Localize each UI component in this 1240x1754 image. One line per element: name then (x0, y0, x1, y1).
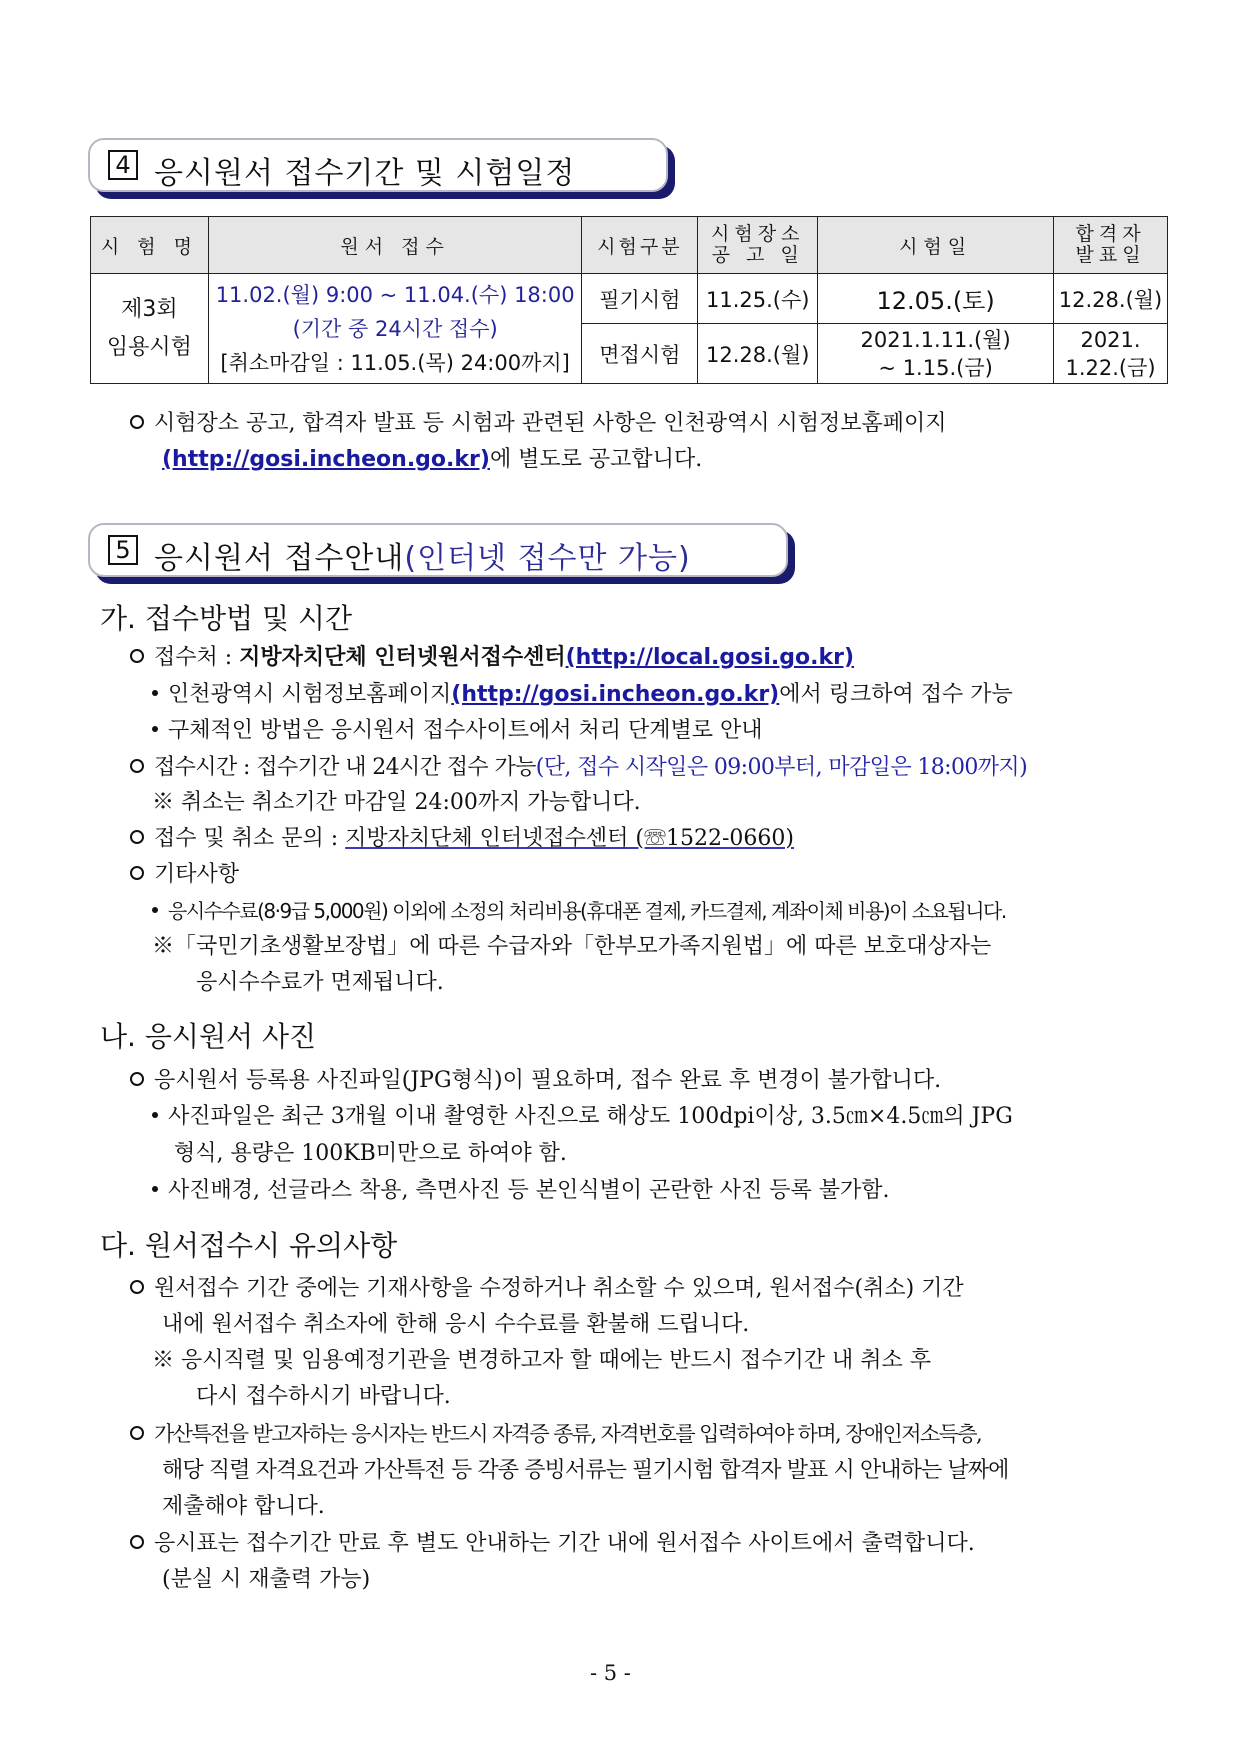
exam-date-cell: 12.05.(토) (818, 274, 1054, 324)
table-row (91, 274, 1168, 324)
circle-bullet-icon (130, 830, 144, 844)
incheon-gosi-link[interactable]: (http://gosi.incheon.go.kr) (451, 682, 780, 707)
reception-line: 접수처 : 지방자치단체 인터넷원서접수센터(http://local.gosi.go.kr) (130, 645, 854, 671)
fee-note: 응시수수료(8·9급 5,000원) 이외에 소정의 처리비용(휴대폰 결제, 카드결제, 계좌이체 비용)이 소요됩니다. (152, 898, 1006, 924)
header-result-date: 합격자 발표일 (1054, 217, 1168, 274)
venue-cell: 11.25.(수) (698, 274, 818, 324)
exam-schedule-table (90, 216, 1168, 384)
exempt-line1: ※「국민기초생활보장법」에 따른 수급자와「한부모가족지원법」에 따른 보호대상자는 (152, 934, 992, 959)
local-gosi-link[interactable]: (http://local.gosi.go.kr) (565, 645, 855, 670)
application-period-cell: 11.02.(월) 9:00 ~ 11.04.(수) 18:00 (기간 중 24시간 접수) [취소마감일 : 11.05.(목) 24:00까지] (208, 274, 582, 384)
cancel-note: ※ 취소는 취소기간 마감일 24:00까지 가능합니다. (152, 790, 641, 815)
caution-item2-line2: 해당 직렬 자격요건과 가산특전 등 각종 증빙서류는 필기시험 합격자 발표 시 안내하는 날짜에 (162, 1458, 1009, 1483)
subsection-ga-heading: 가. 접수방법 및 시간 (100, 602, 352, 635)
subsection-da-heading: 다. 원서접수시 유의사항 (100, 1229, 398, 1262)
circle-bullet-icon (130, 759, 144, 773)
photo-dot2: 사진배경, 선글라스 착용, 측면사진 등 본인식별이 곤란한 사진 등록 불가함. (152, 1178, 889, 1204)
result-date-cell: 2021. 1.22.(금) (1054, 324, 1168, 384)
caution-note-line2: 다시 접수하시기 바랍니다. (196, 1384, 451, 1409)
caution-item1-line2: 내에 원서접수 취소자에 한해 응시 수수료를 환불해 드립니다. (162, 1312, 750, 1337)
circle-bullet-icon (130, 1535, 144, 1549)
section4-header (88, 138, 668, 192)
exam-name-cell: 제3회 임용시험 (91, 274, 209, 384)
dot-bullet-icon (152, 1186, 158, 1192)
caution-note-line1: ※ 응시직렬 및 임용예정기관을 변경하고자 할 때에는 반드시 접수기간 내 취소 후 (152, 1348, 931, 1373)
caution-item3-line1: 응시표는 접수기간 만료 후 별도 안내하는 기간 내에 원서접수 사이트에서 출력합니다. (130, 1531, 975, 1557)
section-number-box: 4 (108, 150, 138, 180)
notice-line1: 시험장소 공고, 합격자 발표 등 시험과 관련된 사항은 인천광역시 시험정보홈페이지 (130, 411, 947, 437)
header-venue-notice: 시험장소 공 고 일 (698, 217, 818, 274)
subsection-na-heading: 나. 응시원서 사진 (100, 1020, 317, 1053)
page-number: - 5 - (590, 1661, 631, 1685)
circle-bullet-icon (130, 1280, 144, 1294)
reception-dot1: 인천광역시 시험정보홈페이지(http://gosi.incheon.go.kr)에서 링크하여 접수 가능 (152, 682, 1013, 708)
dot-bullet-icon (152, 726, 158, 732)
venue-cell: 12.28.(월) (698, 324, 818, 384)
header-application: 원서 접수 (208, 217, 582, 274)
header-exam-name: 시 험 명 (91, 217, 209, 274)
dot-bullet-icon (152, 907, 158, 913)
category-cell: 면접시험 (582, 324, 698, 384)
section5-header (88, 523, 788, 577)
result-date-cell: 12.28.(월) (1054, 274, 1168, 324)
header-category: 시험구분 (582, 217, 698, 274)
circle-bullet-icon (130, 1072, 144, 1086)
circle-bullet-icon (130, 866, 144, 880)
exempt-line2: 응시수수료가 면제됩니다. (196, 970, 444, 995)
dot-bullet-icon (152, 690, 158, 696)
exam-date-cell: 2021.1.11.(월) ~ 1.15.(금) (818, 324, 1054, 384)
section-number-box: 5 (108, 535, 138, 565)
circle-bullet-icon (130, 649, 144, 663)
caution-item3-line2: (분실 시 재출력 가능) (162, 1567, 371, 1592)
notice-line2: (http://gosi.incheon.go.kr)에 별도로 공고합니다. (162, 447, 703, 472)
dot-bullet-icon (152, 1112, 158, 1118)
header-exam-date: 시험일 (818, 217, 1054, 274)
reception-time: 접수시간 : 접수기간 내 24시간 접수 가능(단, 접수 시작일은 09:00부터, 마감일은 18:00까지) (130, 755, 1027, 781)
caution-item2-line3: 제출해야 합니다. (162, 1494, 325, 1519)
circle-bullet-icon (130, 1426, 144, 1440)
photo-line1: 응시원서 등록용 사진파일(JPG형식)이 필요하며, 접수 완료 후 변경이 불가합니다. (130, 1068, 941, 1094)
etc-line: 기타사항 (130, 862, 239, 888)
section-title: 응시원서 접수안내(인터넷 접수만 가능) (154, 541, 691, 576)
inquiry-line: 접수 및 취소 문의 : 지방자치단체 인터넷접수센터 (☏1522-0660) (130, 826, 794, 852)
incheon-gosi-link[interactable]: (http://gosi.incheon.go.kr) (162, 447, 490, 472)
caution-item1-line1: 원서접수 기간 중에는 기재사항을 수정하거나 취소할 수 있으며, 원서접수(취소) 기간 (130, 1276, 964, 1302)
table-header-row (91, 217, 1168, 274)
category-cell: 필기시험 (582, 274, 698, 324)
photo-dot1-line2: 형식, 용량은 100KB미만으로 하여야 함. (174, 1141, 567, 1166)
caution-item2-line1: 가산특전을 받고자하는 응시자는 반드시 자격증 종류, 자격번호를 입력하여야 하며, 장애인저소득층, (130, 1421, 981, 1447)
section-title: 응시원서 접수기간 및 시험일정 (154, 156, 576, 191)
reception-dot2: 구체적인 방법은 응시원서 접수사이트에서 처리 단계별로 안내 (152, 718, 763, 744)
circle-bullet-icon (130, 415, 144, 429)
photo-dot1-line1: 사진파일은 최근 3개월 이내 촬영한 사진으로 해상도 100dpi이상, 3.5㎝×4.5㎝의 JPG (152, 1104, 1013, 1130)
